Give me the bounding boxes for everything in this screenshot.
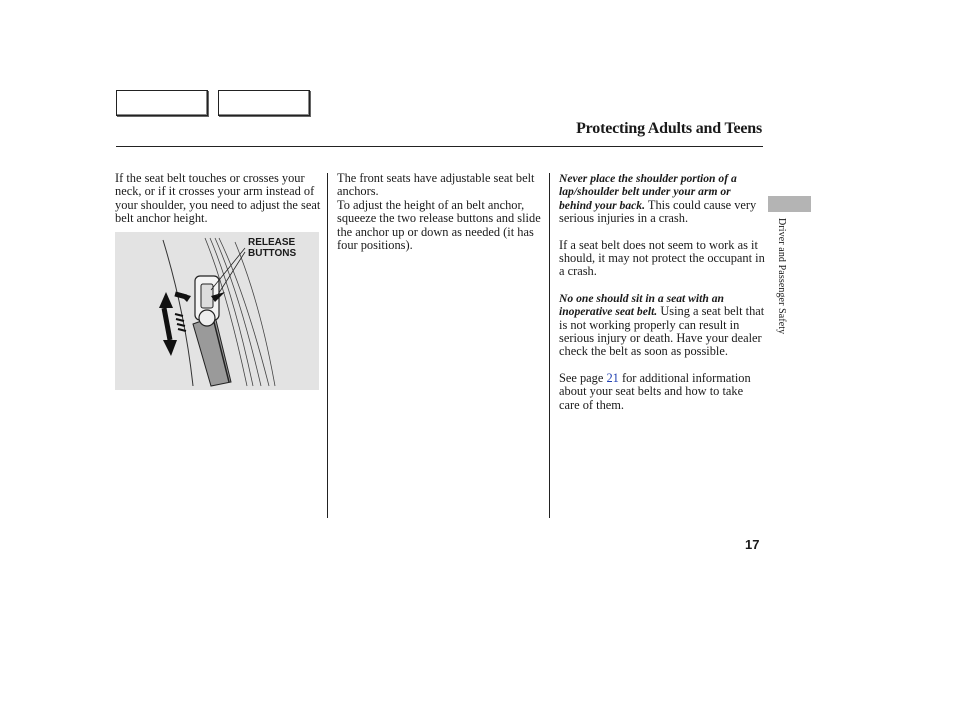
section-tab[interactable] — [768, 196, 811, 212]
inoperative-warning-rest: Using a seat belt that is not working properly can result in serious injury or death. Have your dealer check the belt as soon as possible. — [559, 304, 765, 359]
nav-back-button[interactable] — [116, 90, 208, 116]
page-number: 17 — [745, 537, 760, 552]
column-middle — [337, 172, 543, 252]
adjust-instructions-paragraph: To adjust the height of an belt anchor, squeeze the two release buttons and slide the anchor up or down as needed (it has four positions). — [337, 197, 541, 253]
nav-next-button[interactable] — [218, 90, 310, 116]
see-page-prefix: See page — [559, 370, 607, 385]
seat-belt-anchor-illustration — [115, 232, 319, 390]
buttons-label: BUTTONS — [248, 248, 297, 259]
column-right — [559, 172, 765, 412]
section-label: Driver and Passenger Safety — [776, 218, 787, 335]
column-left — [115, 172, 323, 226]
column-divider — [327, 173, 328, 518]
shoulder-warning-paragraph — [559, 172, 765, 226]
shoulder-warning-rest: This could cause very serious injuries in a crash. — [559, 197, 757, 226]
column-divider — [549, 173, 550, 518]
title-rule — [116, 146, 763, 147]
anchor-height-paragraph: If the seat belt touches or crosses your neck, or if it crosses your arm instead of your shoulder, you need to adjust the seat belt anchor height. — [115, 171, 321, 226]
belt-malfunction-paragraph: If a seat belt does not seem to work as it should, it may not protect the occupant in a crash. — [559, 237, 765, 279]
page-21-link[interactable]: 21 — [606, 370, 619, 385]
page-title: Protecting Adults and Teens — [576, 120, 762, 137]
release-buttons-label — [248, 237, 318, 259]
inoperative-belt-warning-paragraph — [559, 292, 765, 359]
adjustable-anchors-paragraph: The front seats have adjustable seat belt anchors. — [337, 171, 535, 199]
see-page-paragraph — [559, 372, 765, 412]
release-label: RELEASE — [248, 237, 296, 248]
shoulder-warning-bold: Never place the shoulder portion of a lap/shoulder belt under your arm or behind your back. — [559, 172, 737, 212]
inoperative-warning-bold: No one should sit in a seat with an inoperative seat belt. — [559, 291, 724, 319]
see-page-suffix: for additional information about your seat belts and how to take care of them. — [559, 370, 751, 412]
